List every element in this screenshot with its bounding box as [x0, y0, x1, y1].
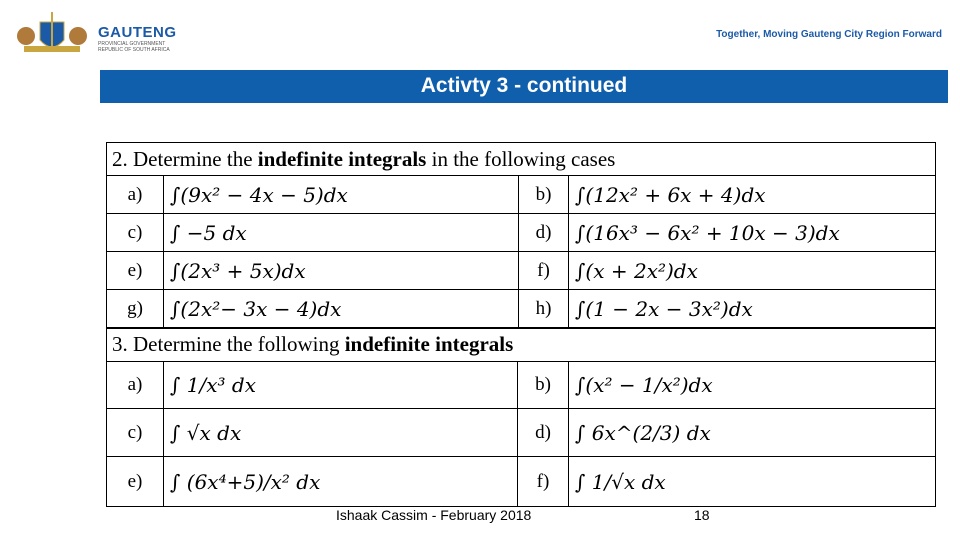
slide-title: Activty 3 - continued — [100, 70, 948, 103]
integral-expression: ∫(x² − 1/x²)dx — [568, 361, 936, 409]
q2-heading-text-end: in the following cases — [426, 147, 616, 171]
question-label: c) — [106, 408, 164, 457]
question-label: b) — [517, 361, 569, 409]
question-label: e) — [106, 456, 164, 507]
integral-expression: ∫ 6x^(2/3) dx — [568, 408, 936, 457]
page-number: 18 — [694, 507, 710, 523]
integral-expression: ∫(2x³ + 5x)dx — [163, 251, 519, 290]
q2-heading — [106, 142, 936, 176]
question-label: f) — [517, 456, 569, 507]
logo-sub2: REPUBLIC OF SOUTH AFRICA — [98, 47, 170, 53]
integral-expression: ∫(12x² + 6x + 4)dx — [568, 175, 936, 214]
gauteng-coat-of-arms-logo — [10, 10, 94, 56]
integral-expression: ∫ 1/√x dx — [568, 456, 936, 507]
question-label: c) — [106, 213, 164, 252]
footer-author: Ishaak Cassim - February 2018 — [336, 507, 532, 523]
question-label: f) — [518, 251, 569, 290]
question-label: h) — [518, 289, 569, 329]
logo-sub1: PROVINCIAL GOVERNMENT — [98, 41, 166, 47]
integral-expression: ∫ −5 dx — [163, 213, 519, 252]
integral-expression: ∫(2x²− 3x − 4)dx — [163, 289, 519, 329]
integral-expression: ∫(1 − 2x − 3x²)dx — [568, 289, 936, 329]
integral-expression: ∫(x + 2x²)dx — [568, 251, 936, 290]
question-label: b) — [518, 175, 569, 214]
integral-expression: ∫ √x dx — [163, 408, 518, 457]
q3-heading — [106, 327, 936, 362]
integral-expression: ∫(9x² − 4x − 5)dx — [163, 175, 519, 214]
question-label: e) — [106, 251, 164, 290]
logo-name: GAUTENG — [98, 24, 177, 41]
tagline: Together, Moving Gauteng City Region Forward — [716, 29, 942, 40]
question-label: d) — [517, 408, 569, 457]
integral-expression: ∫(16x³ − 6x² + 10x − 3)dx — [568, 213, 936, 252]
q2-heading-bold: indefinite integrals — [257, 147, 427, 171]
question-label: a) — [106, 361, 164, 409]
integral-expression: ∫ (6x⁴+5)/x² dx — [163, 456, 518, 507]
question-label: a) — [106, 175, 164, 214]
question-label: d) — [518, 213, 569, 252]
question-label: g) — [106, 289, 164, 329]
integral-expression: ∫ 1/x³ dx — [163, 361, 518, 409]
gauteng-logo-text — [98, 24, 177, 53]
q3-heading-bold: indefinite integrals — [344, 332, 514, 356]
q2-heading-text: 2. Determine the — [112, 147, 258, 171]
q3-heading-text: 3. Determine the following — [112, 332, 345, 356]
